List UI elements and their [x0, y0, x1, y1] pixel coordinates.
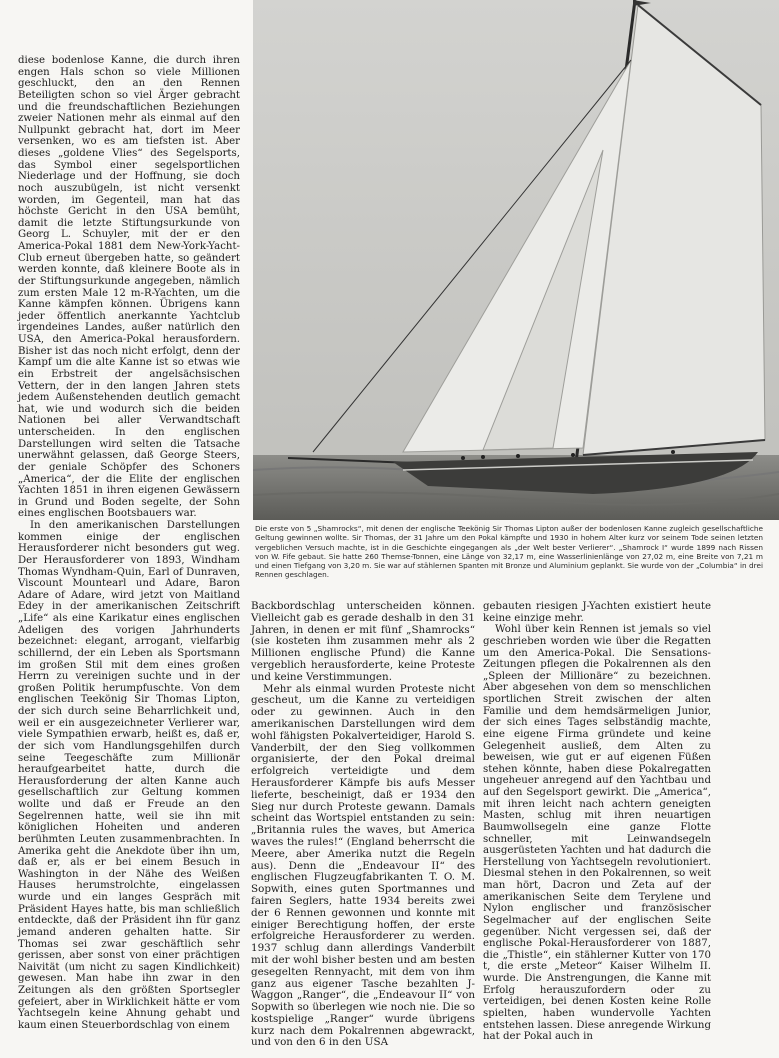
paragraph: Wohl über kein Rennen ist jemals so viel geschrieben worden wie über die Regatten um den America-Pokal. Die Sensations-Zeitungen pflegen die Pokalrennen als den „Spleen der Millionäre“ zu bezeichnen. Aber abgesehen von dem so menschlichen sportlichen Streit zwischen der alten Familie und dem hemdsärmeligen Junior, der sich eines Tages selbständig machte, eine eigene Firma gründete und keine Gelegenheit ausließ, dem Alten zu beweisen, wie gut er auf eigenen Füßen stehen könnte, haben diese Pokalregatten ungeheuer anregend auf den Yachtbau und auf den Segelsport gewirkt. Die „America“, mit ihren leicht nach achtern geneigten Masten, schlug mit ihren neuartigen Baumwollsegeln eine ganze Flotte schneller, mit Leinwandsegeln ausgerüsteten Yachten und hat dadurch die Herstellung von Yachtsegeln revolutioniert. Diesmal stehen in den Pokalrennen, so weit man hört, Dacron und Zeta auf der amerikanischen Seite dem Terylene und Nylon englischer und französischer Segelmacher auf der englischen Seite gegenüber. Nicht vergessen sei, daß der englische Pokal-Herausforderer von 1887, die „Thistle“, ein stählerner Kutter von 170 t, die erste „Meteor“ Kaiser Wilhelm II. wurde. Die Anstrengungen, die Kanne mit Erfolg herauszufordern oder zu verteidigen, bei denen Kosten keine Rolle spielten, haben wundervolle Yachten entstehen lassen. Diese anregende Wirkung hat der Pokal auch in [483, 624, 711, 1043]
text-column-3 [483, 601, 711, 1043]
text-column-1 [18, 55, 240, 1032]
paragraph: diese bodenlose Kanne, die durch ihren engen Hals schon so viele Millionen geschluckt, den an den Rennen Beteiligten schon so viel Ärger gebracht und die freundschaftlichen Beziehungen zweier Nationen mehr als einmal auf den Nullpunkt gebracht hat, dort im Meer versenken, wo es am tiefsten ist. Aber dieses „goldene Vlies“ des Segelsports, das Symbol einer segelsportlichen Niederlage und der Hoffnung, sie doch noch auszubügeln, ist nicht versenkt worden, im Gegenteil, man hat das höchste Gericht in den USA bemüht, damit die letzte Stiftungsurkunde von Georg L. Schuyler, mit der er den America-Pokal 1881 dem New-York-Yacht-Club erneut übergeben hatte, so geändert werden konnte, daß kleinere Boote als in der Stiftungsurkunde angegeben, nämlich zum ersten Male 12 m-R-Yachten, um die Kanne kämpfen können. Übrigens kann jeder öffentlich anerkannte Yachtclub irgendeines Landes, außer natürlich den USA, den America-Pokal herausfordern. Bisher ist das noch nicht erfolgt, denn der Kampf um die alte Kanne ist so etwas wie ein Erbstreit der angelsächsischen Vettern, der in den langen Jahren stets jedem Außenstehenden deutlich gemacht hat, wie und wodurch sich die beiden Nationen bei aller Verwandtschaft unterscheiden. In den englischen Darstellungen wird selten die Tatsache unerwähnt gelassen, daß George Steers, der geniale Schöpfer des Schoners „America“, der die Elite der englischen Yachten 1851 in ihren eigenen Gewässern in Grund und Boden segelte, der Sohn eines englischen Bootsbauers war. [18, 55, 240, 520]
paragraph: Mehr als einmal wurden Proteste nicht gescheut, um die Kanne zu verteidigen oder zu gewinnen. Auch in den amerikanischen Darstellungen wird dem wohl fähigsten Pokalverteidiger, Harold S. Vanderbilt, der den Sieg vollkommen organisierte, der den Pokal dreimal erfolgreich verteidigte und dem Herausforderer Kämpfe bis aufs Messer lieferte, bescheinigt, daß er 1934 den Sieg nur durch Proteste gewann. Damals scheint das Wortspiel entstanden zu sein: „Britannia rules the waves, but America waves the rules!“ (England beherrscht die Meere, aber Amerika nutzt die Regeln aus). Denn die „Endeavour II“ des englischen Flugzeugfabrikanten T. O. M. Sopwith, eines guten Sportmannes und fairen Seglers, hatte 1934 bereits zwei der 6 Rennen gewonnen und konnte mit einiger Berechtigung hoffen, der erste erfolgreiche Herausforderer zu werden. 1937 schlug dann allerdings Vanderbilt mit der wohl bisher besten und am besten gesegelten Rennyacht, mit dem von ihm ganz aus eigener Tasche bezahlten J-Waggon „Ranger“, die „Endeavour II“ von Sopwith so überlegen wie noch nie. Die so kostspielige „Ranger“ wurde übrigens kurz nach dem Pokalrennen abgewrackt, und von den 6 in den USA [251, 682, 475, 1049]
text-column-2 [251, 601, 475, 1049]
yacht-illustration [253, 0, 779, 520]
paragraph: Backbordschlag unterscheiden können. Vielleicht gab es gerade deshalb in den 31 Jahren, in denen er mit fünf „Shamrocks“ (sie kosteten ihm zusammen mehr als 2 Millionen englische Pfund) die Kanne vergeblich herausforderte, keine Proteste und keine Verstimmungen. [251, 600, 475, 683]
sailing-yacht-photo [253, 0, 779, 520]
photo-caption: Die erste von 5 „Shamrocks“, mit denen der englische Teekönig Sir Thomas Lipton außer der bodenlosen Kanne zugleich gesellschaftliche Geltung gewinnen wollte. Sir Thomas, der 31 Jahre um den Pokal kämpfte und 1930 in hohem Alter kurz vor seinem Tode seinen letzten vergeblichen Versuch machte, ist in die Geschichte eingegangen als „der Welt bester Verlierer“. „Shamrock I“ wurde 1899 nach Rissen von W. Fife gebaut. Sie hatte 260 Themse-Tonnen, eine Länge von 32,17 m, eine Wasserlinienlänge von 27,02 m, eine Breite von 7,21 m und einen Tiefgang von 3,20 m. Sie war auf stählernen Spanten mit Bronze und Aluminium geplankt. Sie wurde von der „Columbia“ in drei Rennen geschlagen. [255, 524, 763, 580]
paragraph: gebauten riesigen J-Yachten existiert heute keine einzige mehr. [483, 601, 711, 624]
paragraph: In den amerikanischen Darstellungen kommen einige der englischen Herausforderer nicht besonders gut weg. Der Herausforderer von 1893, Windham Thomas Wyndham-Quin, Earl of Dunraven, Viscount Mountearl und Adare, Baron Adare of Adare, wird jetzt von Maitland Edey in der amerikanischen Zeitschrift „Life“ als eine Karikatur eines englischen Adeligen des vorigen Jahrhunderts bezeichnet: elegant, arrogant, vielfarbig schillernd, der ein Leben als Sportsmann im großen Stil mit dem eines großen Herrn zu vereinigen suchte und in der großen Politik herumpfuschte. Von dem englischen Teekönig Sir Thomas Lipton, der sich durch seine Beharrlichkeit und, weil er ein ausgezeichneter Verlierer war, viele Sympathien erwarb, heißt es, daß er, der sich vom Handlungsgehilfen durch seine Teegeschäfte zum Millionär heraufgearbeitet hatte, durch die Herausforderung der alten Kanne auch gesellschaftlich zur Geltung kommen wollte und daß er Freude an den Segelrennen hatte, weil sie ihn mit königlichen Hoheiten und anderen berühmten Leuten zusammenbrachten. In Amerika geht die Anekdote über ihn um, daß er, als er bei einem Besuch in Washington in der Nähe des Weißen Hauses herumstrolchte, eingelassen wurde und ein langes Gespräch mit Präsident Hayes hatte, bis man schließlich entdeckte, daß der Präsident ihn für ganz jemand anderen gehalten hatte. Sir Thomas sei zwar geschäftlich sehr gerissen, aber sonst von einer prächtigen Naivität (um nicht zu sagen Kindlichkeit) gewesen. Man habe ihn zwar in den Zeitungen als den größten Sportsegler gefeiert, aber in Wirklichkeit hätte er vom Yachtsegeln keine Ahnung gehabt und kaum einen Steuerbordschlag von einem [18, 520, 240, 1031]
